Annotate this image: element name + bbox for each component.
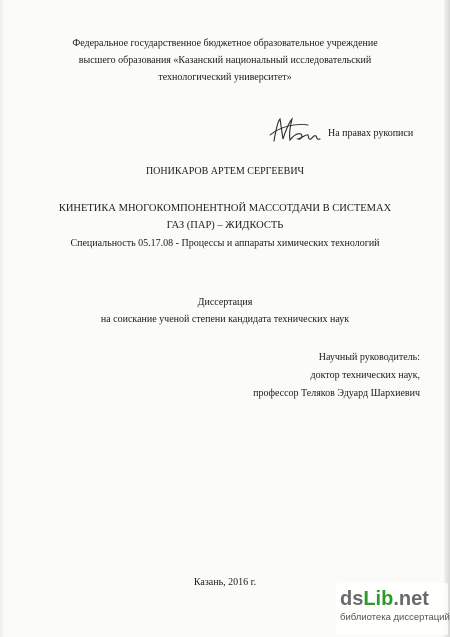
supervisor-label: Научный руководитель: [318, 352, 420, 363]
institution-line-1: Федеральное государственное бюджетное образовательное учреждение [72, 38, 378, 49]
institution-line-2: высшего образования «Казанский национальный исследовательский [78, 55, 372, 66]
handwritten-signature [268, 115, 328, 149]
dissertation-label: Диссертация [197, 297, 253, 308]
logo-net-text: .net [393, 588, 429, 610]
logo-lib-text: Lib [363, 588, 394, 610]
author-name: ПОНИКАРОВ АРТЕМ СЕРГЕЕВИЧ [145, 166, 305, 177]
degree-purpose: на соискание ученой степени кандидата технических наук [100, 314, 350, 325]
supervisor-degree: доктор технических наук, [310, 370, 420, 381]
dissertation-title-line-1: КИНЕТИКА МНОГОКОМПОНЕНТНОЙ МАССОТДАЧИ В СИСТЕМАХ [58, 203, 392, 214]
specialty: Специальность 05.17.08 - Процессы и аппараты химических технологий [70, 238, 380, 249]
city-year: Казань, 2016 г. [193, 577, 257, 588]
dissertation-title-line-2: ГАЗ (ПАР) – ЖИДКОСТЬ [166, 220, 284, 231]
watermark-subtitle: библиотека диссертаций [340, 612, 450, 623]
rights-note: На правах рукописи [328, 128, 414, 139]
dslib-watermark [336, 583, 448, 635]
logo-ds-text: ds [340, 588, 364, 610]
institution-line-3: технологический университет» [158, 72, 292, 83]
dslib-logo [340, 587, 446, 611]
supervisor-name: профессор Теляков Эдуард Шархиевич [253, 388, 420, 399]
